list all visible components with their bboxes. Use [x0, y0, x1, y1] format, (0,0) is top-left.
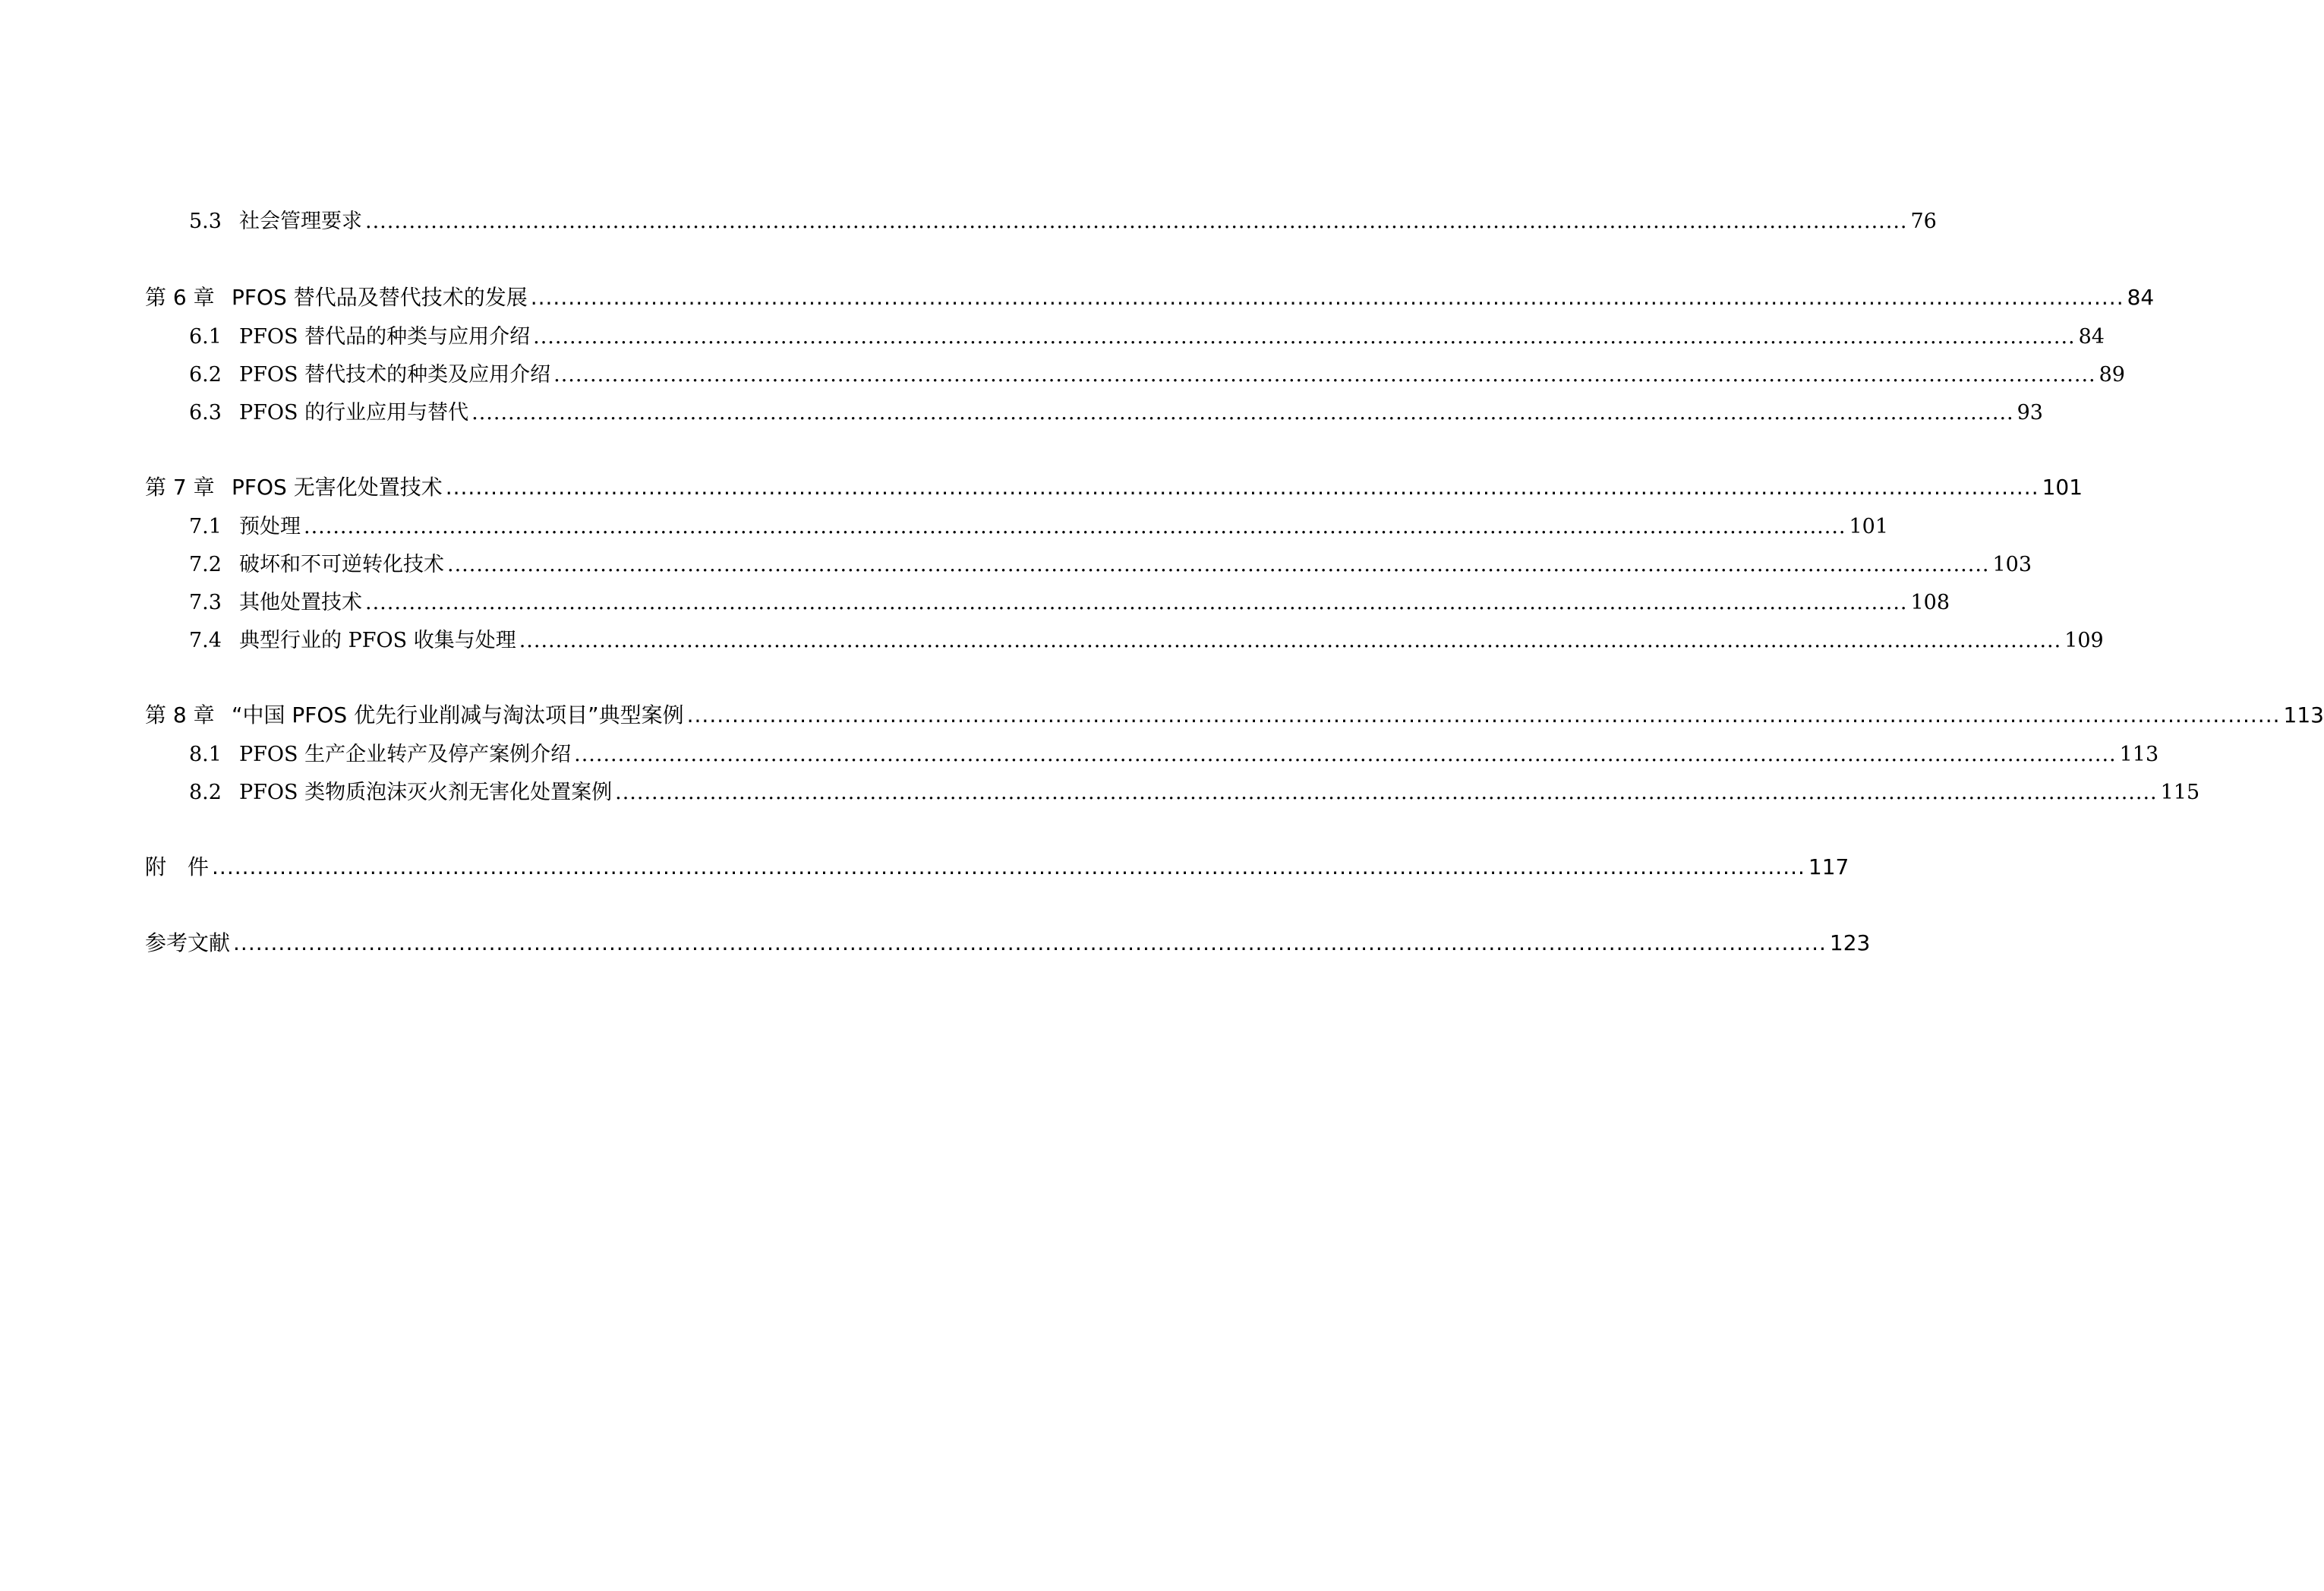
toc-chapter-page: 123 [1829, 930, 1871, 955]
toc-entry-7-3[interactable] [189, 586, 1950, 615]
toc-entry-page: 89 [2099, 363, 2125, 387]
toc-chapter-title: 附 件 [145, 854, 210, 879]
toc-chapter-7[interactable] [145, 471, 2083, 501]
toc-entry-7-2[interactable] [189, 548, 2032, 577]
toc-entry-8-2[interactable] [189, 775, 2200, 805]
toc-entry-7-4[interactable] [189, 623, 2104, 653]
toc-entry-6-3[interactable] [189, 396, 2043, 425]
toc-entry-page: 84 [2078, 325, 2105, 349]
dot-leader: .................................................................................................................................................................................................................... [304, 515, 1846, 538]
toc-chapter-number: 第 8 章 [145, 702, 215, 728]
toc-entry-page: 109 [2064, 629, 2104, 652]
toc-chapter-page: 101 [2042, 475, 2083, 500]
toc-entry-page: 76 [1910, 210, 1937, 233]
toc-entry-title: PFOS 类物质泡沫灭火剂无害化处置案例 [239, 781, 613, 804]
toc-entry-title: PFOS 替代技术的种类及应用介绍 [239, 363, 551, 387]
toc-chapter-page: 117 [1808, 854, 1849, 879]
toc-entry-number: 7.1 [189, 515, 222, 538]
toc-entry-title: 典型行业的 PFOS 收集与处理 [239, 629, 516, 652]
dot-leader: .................................................................................................................................................................................................................... [447, 553, 1990, 576]
dot-leader: .................................................................................................................................................................................................................... [471, 401, 2014, 425]
toc-entry-title: 其他处置技术 [239, 591, 362, 614]
toc-entry-title: PFOS 生产企业转产及停产案例介绍 [239, 743, 572, 766]
dot-leader: .................................................................................................................................................................................................................... [212, 854, 1805, 879]
toc-entry-number: 7.2 [189, 553, 222, 576]
toc-entry-number: 7.3 [189, 591, 222, 614]
toc-chapter-title: “中国 PFOS 优先行业削减与淘汰项目”典型案例 [232, 702, 684, 728]
toc-chapter-8[interactable] [145, 699, 2324, 729]
toc-chapter-page: 84 [2127, 285, 2155, 310]
dot-leader: .................................................................................................................................................................................................................... [365, 210, 1908, 233]
toc-entry-title: PFOS 替代品的种类与应用介绍 [239, 325, 531, 349]
toc-entry-number: 7.4 [189, 629, 222, 652]
dot-leader: .................................................................................................................................................................................................................... [574, 743, 2117, 766]
toc-chapter-page: 113 [2283, 702, 2324, 728]
toc-entry-number: 6.1 [189, 325, 222, 349]
toc-entry-page: 113 [2119, 743, 2159, 766]
toc-appendix[interactable] [145, 851, 1849, 881]
toc-entry-number: 6.3 [189, 401, 222, 425]
toc-entry-title: 预处理 [239, 515, 301, 538]
toc-chapter-title: PFOS 无害化处置技术 [232, 475, 443, 500]
toc-references[interactable] [145, 927, 1871, 957]
toc-entry-number: 5.3 [189, 210, 222, 233]
toc-entry-page: 115 [2160, 781, 2200, 804]
toc-entry-page: 108 [1910, 591, 1950, 614]
dot-leader: .................................................................................................................................................................................................................... [530, 285, 2124, 310]
toc-entry-number: 8.1 [189, 743, 222, 766]
dot-leader: .................................................................................................................................................................................................................... [233, 930, 1827, 955]
toc-chapter-number: 第 7 章 [145, 475, 215, 500]
toc-chapter-title: PFOS 替代品及替代技术的发展 [232, 285, 528, 310]
dot-leader: .................................................................................................................................................................................................................... [365, 591, 1908, 614]
dot-leader: .................................................................................................................................................................................................................... [445, 475, 2039, 500]
toc-entry-title: 破坏和不可逆转化技术 [239, 553, 444, 576]
toc-entry-8-1[interactable] [189, 737, 2159, 767]
toc-entry-page: 101 [1849, 515, 1889, 538]
toc-entry-6-1[interactable] [189, 320, 2105, 349]
toc-entry-5-3[interactable] [189, 204, 1937, 234]
toc-entry-number: 6.2 [189, 363, 222, 387]
toc-entry-number: 8.2 [189, 781, 222, 804]
toc-entry-page: 103 [1992, 553, 2032, 576]
toc-chapter-number: 第 6 章 [145, 285, 215, 310]
toc-entry-6-2[interactable] [189, 358, 2125, 387]
dot-leader: .................................................................................................................................................................................................................... [519, 629, 2062, 652]
dot-leader: .................................................................................................................................................................................................................... [553, 363, 2096, 387]
toc-chapter-6[interactable] [145, 281, 2155, 311]
dot-leader: .................................................................................................................................................................................................................... [686, 702, 2281, 728]
dot-leader: .................................................................................................................................................................................................................... [533, 325, 2076, 349]
toc-chapter-title: 参考文献 [145, 930, 231, 955]
toc-entry-title: 社会管理要求 [239, 210, 362, 233]
toc-entry-7-1[interactable] [189, 510, 1889, 539]
toc-entry-title: PFOS 的行业应用与替代 [239, 401, 469, 425]
toc-entry-page: 93 [2017, 401, 2043, 425]
dot-leader: .................................................................................................................................................................................................................... [615, 781, 2158, 804]
